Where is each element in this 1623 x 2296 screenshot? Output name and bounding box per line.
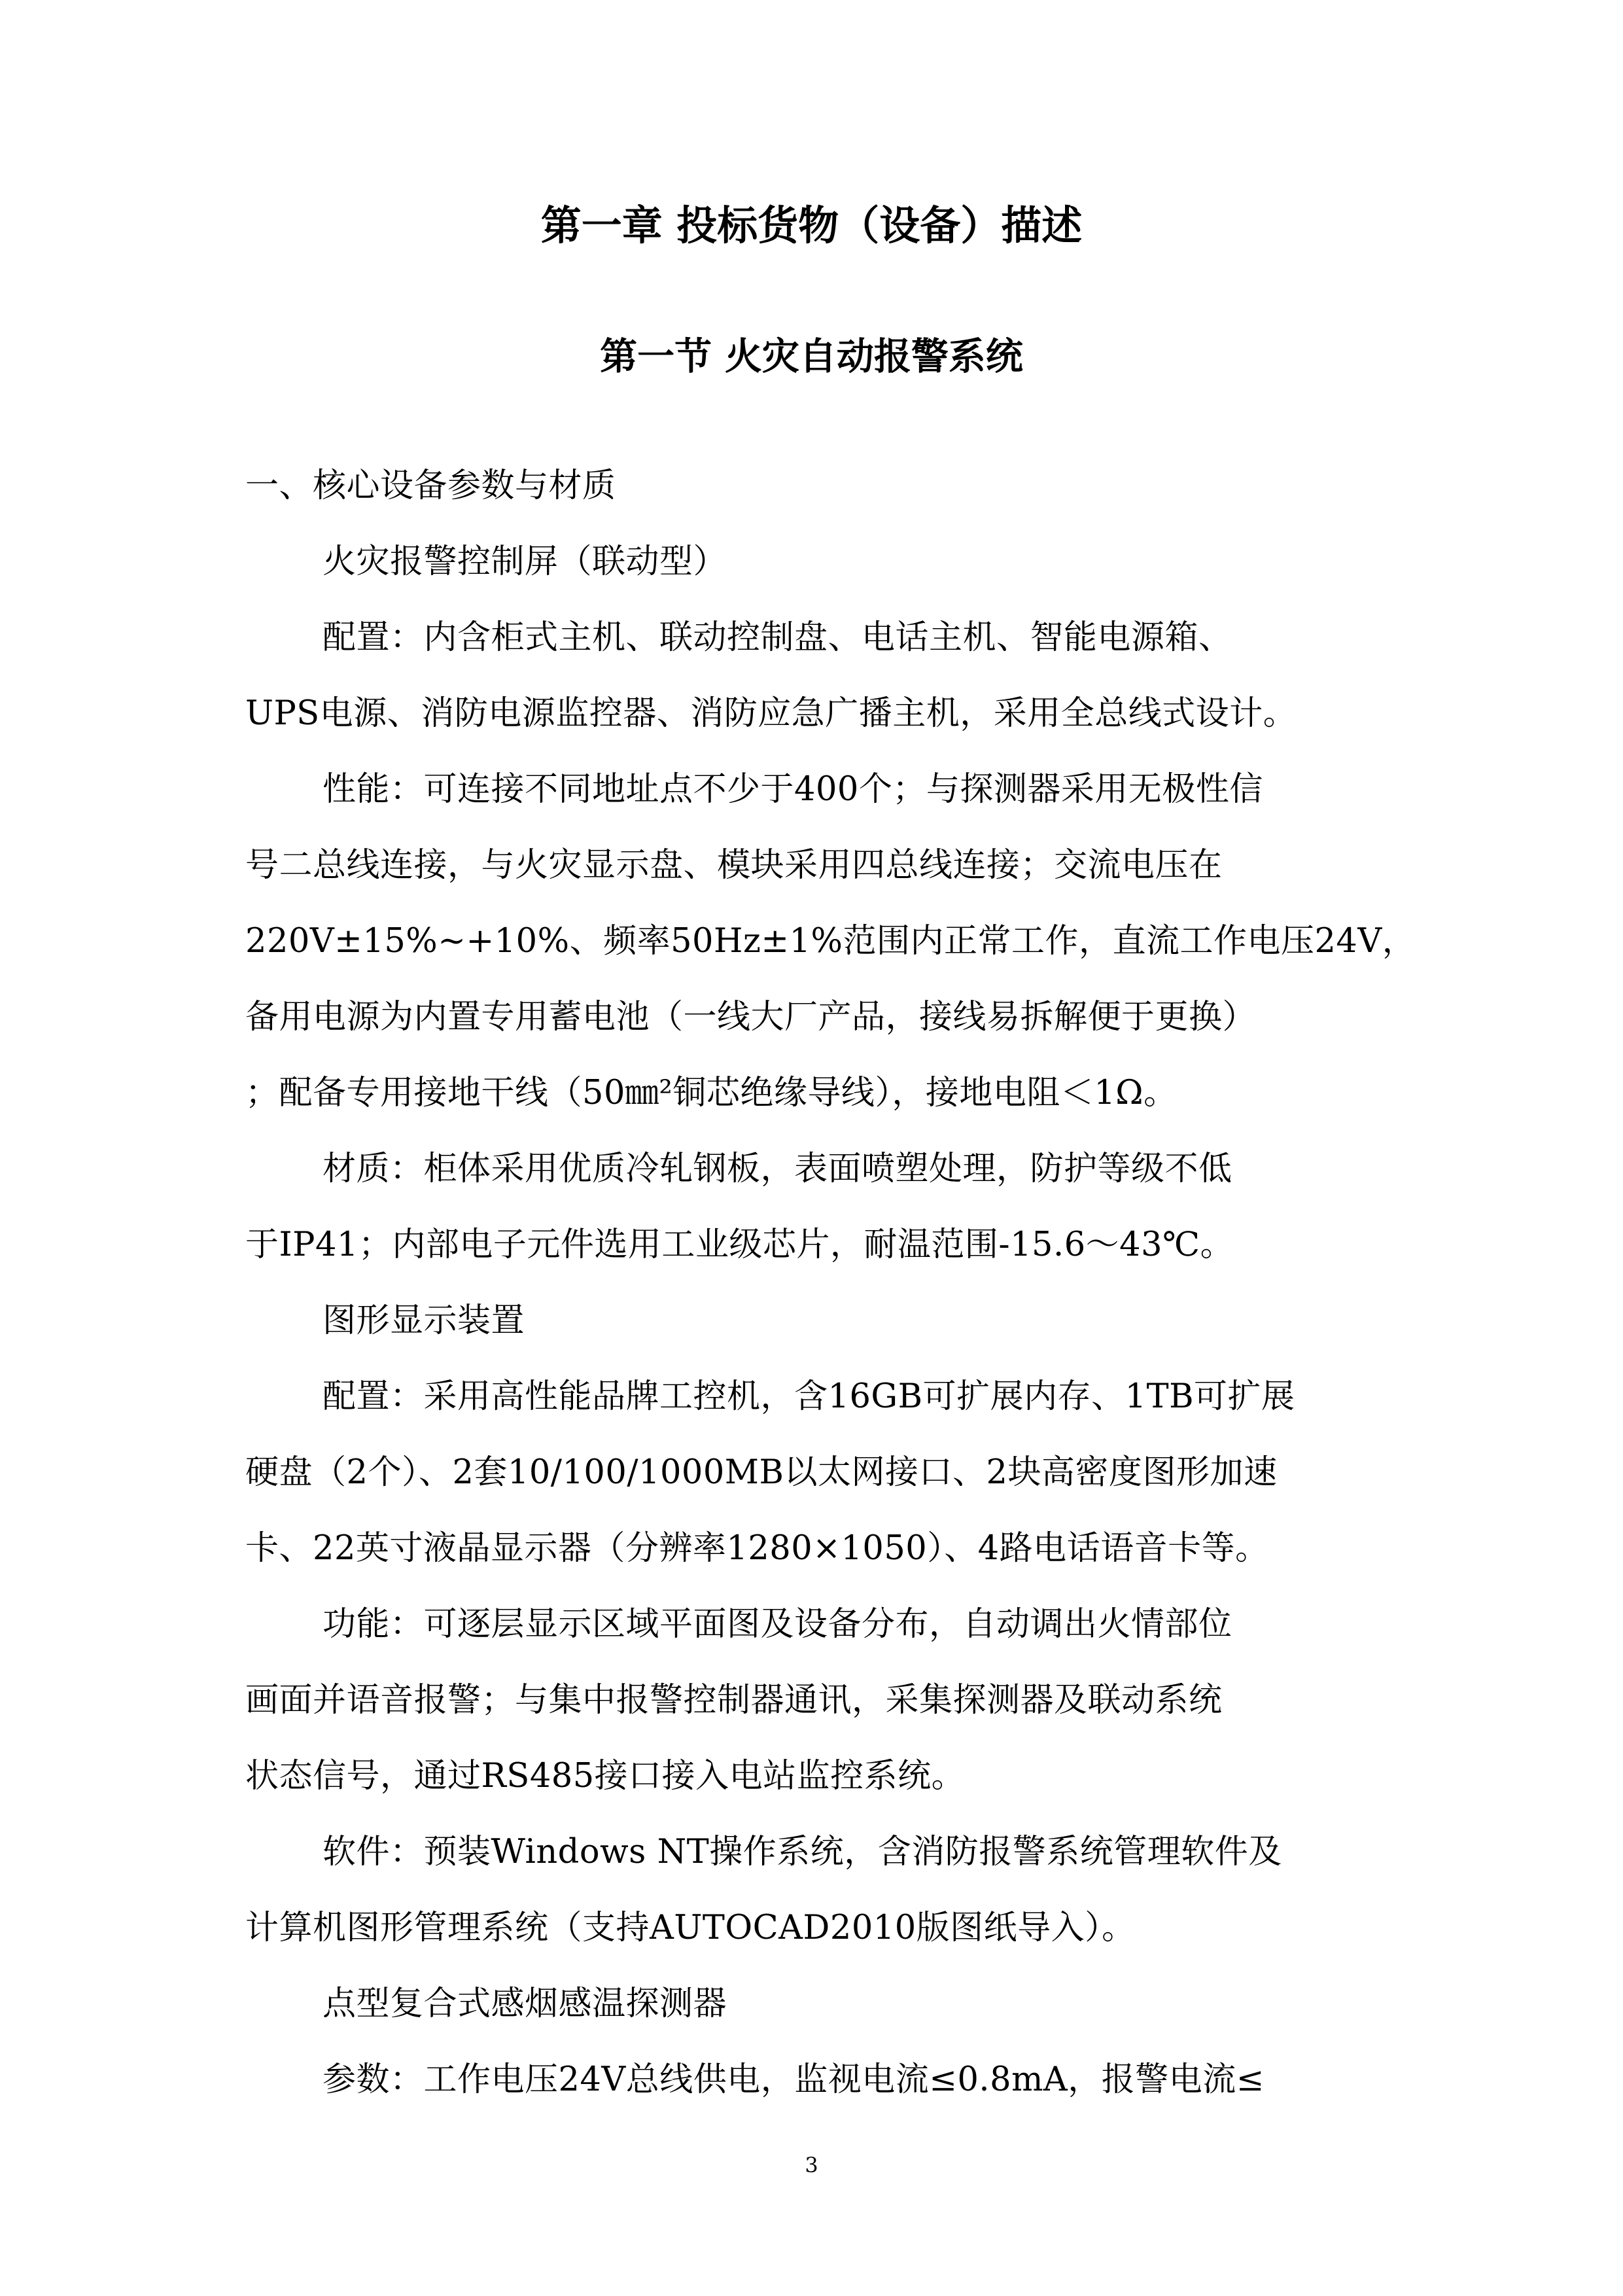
paragraph-line: UPS电源、消防电源监控器、消防应急广播主机，采用全总线式设计。	[245, 694, 1297, 733]
paragraph-line: 卡、22英寸液晶显示器（分辨率1280×1050）、4路电话语音卡等。	[245, 1529, 1269, 1568]
paragraph-line: 功能：可逐层显示区域平面图及设备分布，自动调出火情部位	[323, 1605, 1232, 1644]
paragraph-line: 参数：工作电压24V总线供电，监视电流≤0.8mA，报警电流≤	[323, 2060, 1265, 2099]
paragraph-line: 软件：预装Windows NT操作系统，含消防报警系统管理软件及	[323, 1833, 1282, 1871]
item-title-fire-alarm-control-panel: 火灾报警控制屏（联动型）	[323, 542, 727, 581]
section-title: 第一节 火灾自动报警系统	[600, 335, 1023, 378]
paragraph-line: ；配备专用接地干线（50㎜²铜芯绝缘导线），接地电阻＜1Ω。	[245, 1074, 1178, 1112]
paragraph-line: 于IP41；内部电子元件选用工业级芯片，耐温范围-15.6～43℃。	[245, 1226, 1234, 1264]
paragraph-line: 材质：柜体采用优质冷轧钢板，表面喷塑处理，防护等级不低	[323, 1150, 1232, 1188]
page-number: 3	[805, 2153, 818, 2178]
paragraph-line: 配置：采用高性能品牌工控机，含16GB可扩展内存、1TB可扩展	[323, 1377, 1295, 1416]
paragraph-line: 220V±15%~+10%、频率50Hz±1%范围内正常工作，直流工作电压24V，	[245, 922, 1416, 961]
heading-core-equipment: 一、核心设备参数与材质	[245, 467, 616, 505]
paragraph-line: 状态信号，通过RS485接口接入电站监控系统。	[245, 1757, 966, 1795]
paragraph-line: 备用电源为内置专用蓄电池（一线大厂产品，接线易拆解便于更换）	[245, 998, 1257, 1036]
document-body	[245, 448, 1416, 2118]
paragraph-line: 硬盘（2个）、2套10/100/1000MB以太网接口、2块高密度图形加速	[245, 1453, 1278, 1492]
paragraph-line: 性能：可连接不同地址点不少于400个；与探测器采用无极性信	[323, 770, 1263, 809]
chapter-title: 第一章 投标货物（设备）描述	[540, 202, 1083, 249]
paragraph-line: 配置：内含柜式主机、联动控制盘、电话主机、智能电源箱、	[323, 618, 1232, 657]
paragraph-line: 计算机图形管理系统（支持AUTOCAD2010版图纸导入）。	[245, 1909, 1136, 1947]
paragraph-line: 号二总线连接，与火灾显示盘、模块采用四总线连接；交流电压在	[245, 846, 1223, 885]
item-title-smoke-heat-detector: 点型复合式感烟感温探测器	[323, 1985, 727, 2023]
paragraph-line: 画面并语音报警；与集中报警控制器通讯，采集探测器及联动系统	[245, 1681, 1223, 1720]
item-title-graphic-display: 图形显示装置	[323, 1301, 525, 1340]
